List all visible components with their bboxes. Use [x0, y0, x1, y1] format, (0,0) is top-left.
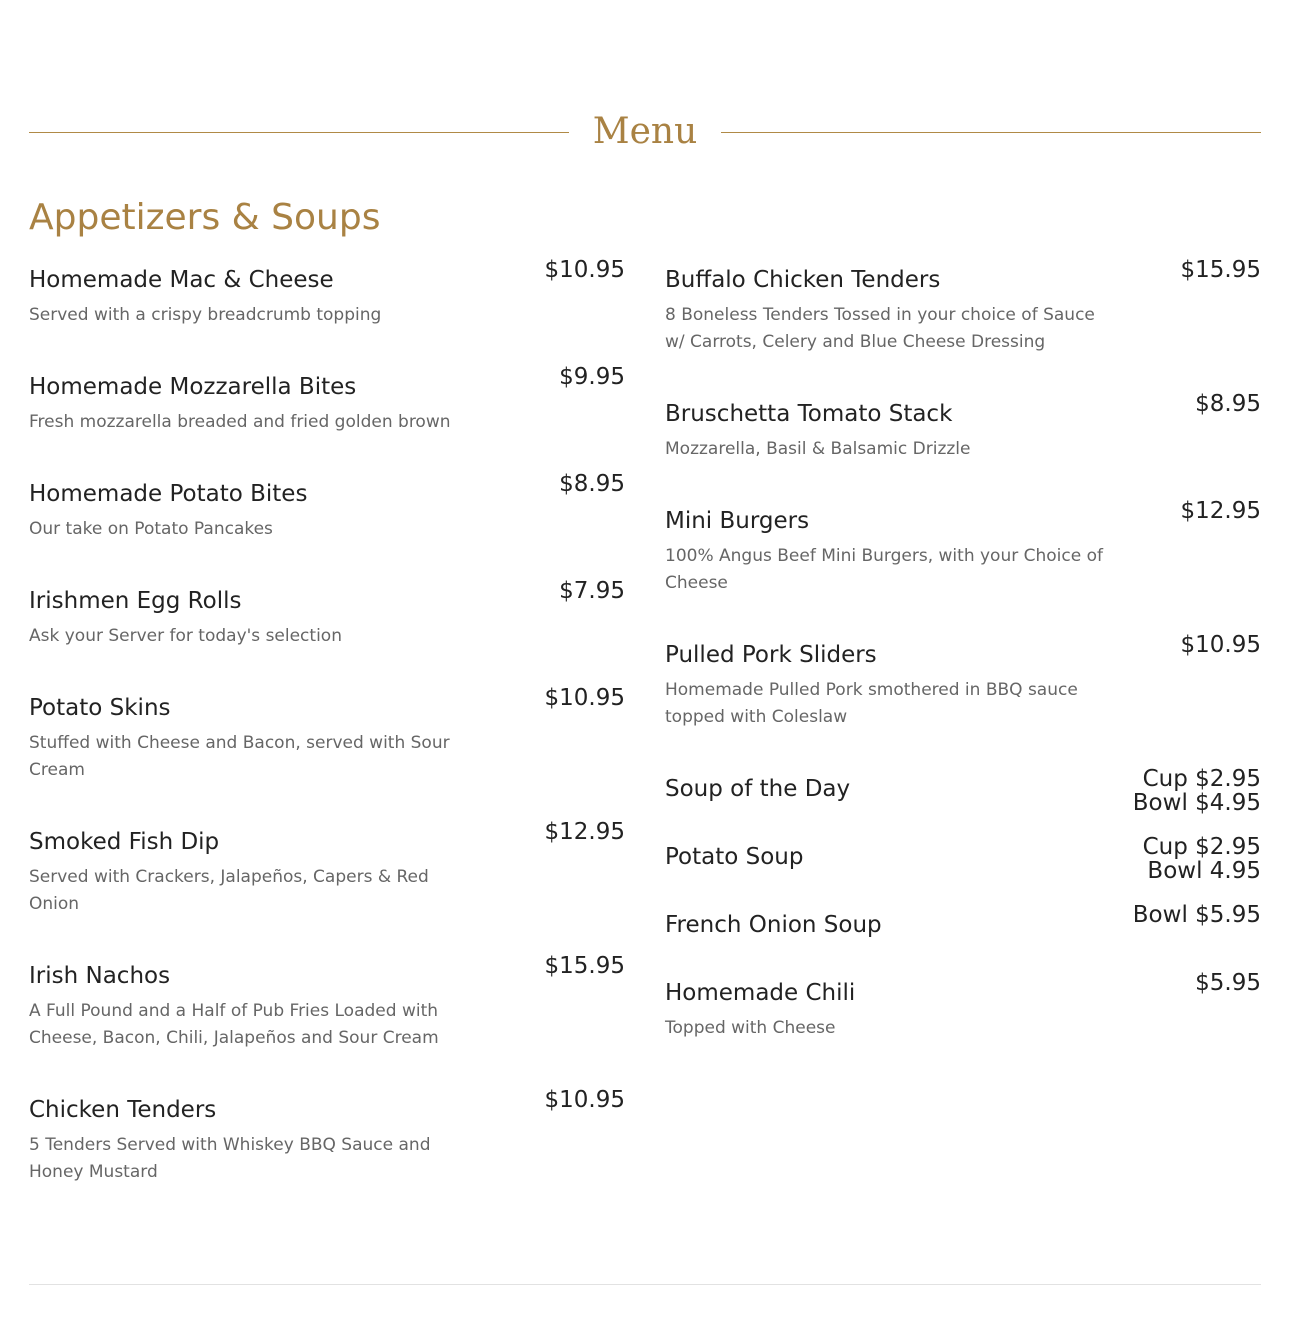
item-description: 5 Tenders Served with Whiskey BBQ Sauce and Honey Mustard	[29, 1135, 431, 1182]
menu-item	[665, 902, 1261, 943]
item-description: Ask your Server for today's selection	[29, 626, 342, 646]
item-name: Buffalo Chicken Tenders	[665, 267, 941, 293]
item-description: A Full Pound and a Half of Pub Fries Loaded with Cheese, Bacon, Chili, Jalapeños and Sour Cream	[29, 1001, 439, 1048]
item-description: 8 Boneless Tenders Tossed in your choice of Sauce w/ Carrots, Celery and Blue Cheese Dressing	[665, 305, 1095, 352]
item-price: $9.95	[559, 364, 625, 390]
menu-column-right	[665, 257, 1261, 1082]
menu-item	[29, 578, 625, 650]
menu-column-left	[29, 257, 625, 1226]
menu-item	[665, 257, 1261, 356]
header-rule-right	[721, 132, 1261, 133]
item-description: Served with Crackers, Jalapeños, Capers & Red Onion	[29, 867, 429, 914]
item-price: $8.95	[559, 471, 625, 497]
menu-item	[29, 1087, 625, 1186]
item-price: Cup $2.95 Bowl $4.95	[1132, 766, 1261, 816]
item-name: Irish Nachos	[29, 963, 171, 989]
item-name: French Onion Soup	[665, 912, 882, 938]
item-description: Topped with Cheese	[665, 1018, 836, 1038]
item-description: 100% Angus Beef Mini Burgers, with your Choice of Cheese	[665, 546, 1103, 593]
section-title: Appetizers & Soups	[29, 197, 381, 238]
footer-divider	[29, 1284, 1261, 1285]
item-name: Homemade Potato Bites	[29, 481, 308, 507]
item-name: Potato Skins	[29, 695, 171, 721]
item-name: Homemade Mozzarella Bites	[29, 374, 357, 400]
menu-item	[29, 257, 625, 329]
item-price: $10.95	[544, 685, 625, 711]
menu-item	[29, 953, 625, 1052]
item-name: Mini Burgers	[665, 508, 810, 534]
item-name: Chicken Tenders	[29, 1097, 217, 1123]
item-name: Potato Soup	[665, 844, 804, 870]
item-price: Bowl $5.95	[1132, 902, 1261, 928]
item-description: Homemade Pulled Pork smothered in BBQ sauce topped with Coleslaw	[665, 680, 1078, 727]
menu-item	[29, 364, 625, 436]
menu-item	[29, 471, 625, 543]
item-name: Bruschetta Tomato Stack	[665, 401, 953, 427]
item-description: Stuffed with Cheese and Bacon, served with Sour Cream	[29, 733, 450, 780]
item-name: Homemade Chili	[665, 980, 856, 1006]
header-rule-left	[29, 132, 569, 133]
menu-item	[665, 391, 1261, 463]
item-price: $15.95	[544, 953, 625, 979]
item-name: Soup of the Day	[665, 776, 851, 802]
item-name: Irishmen Egg Rolls	[29, 588, 242, 614]
item-description: Mozzarella, Basil & Balsamic Drizzle	[665, 439, 971, 459]
item-price: $12.95	[544, 819, 625, 845]
item-price: Cup $2.95 Bowl 4.95	[1142, 834, 1261, 884]
menu-title: Menu	[592, 111, 698, 152]
item-price: $10.95	[544, 1087, 625, 1113]
menu-item	[665, 970, 1261, 1042]
item-description: Served with a crispy breadcrumb topping	[29, 305, 382, 325]
item-price: $15.95	[1180, 257, 1261, 283]
menu-item	[665, 834, 1261, 884]
item-price: $10.95	[544, 257, 625, 283]
menu-header	[29, 105, 1261, 159]
item-description: Our take on Potato Pancakes	[29, 519, 273, 539]
item-description: Fresh mozzarella breaded and fried golden brown	[29, 412, 451, 432]
menu-item	[665, 498, 1261, 597]
item-name: Smoked Fish Dip	[29, 829, 220, 855]
item-price: $12.95	[1180, 498, 1261, 524]
item-name: Pulled Pork Sliders	[665, 642, 877, 668]
item-price: $8.95	[1195, 391, 1261, 417]
menu-item	[665, 766, 1261, 816]
menu-item	[665, 632, 1261, 731]
item-price: $5.95	[1195, 970, 1261, 996]
item-name: Homemade Mac & Cheese	[29, 267, 334, 293]
item-price: $7.95	[559, 578, 625, 604]
item-price: $10.95	[1180, 632, 1261, 658]
menu-item	[29, 685, 625, 784]
menu-item	[29, 819, 625, 918]
